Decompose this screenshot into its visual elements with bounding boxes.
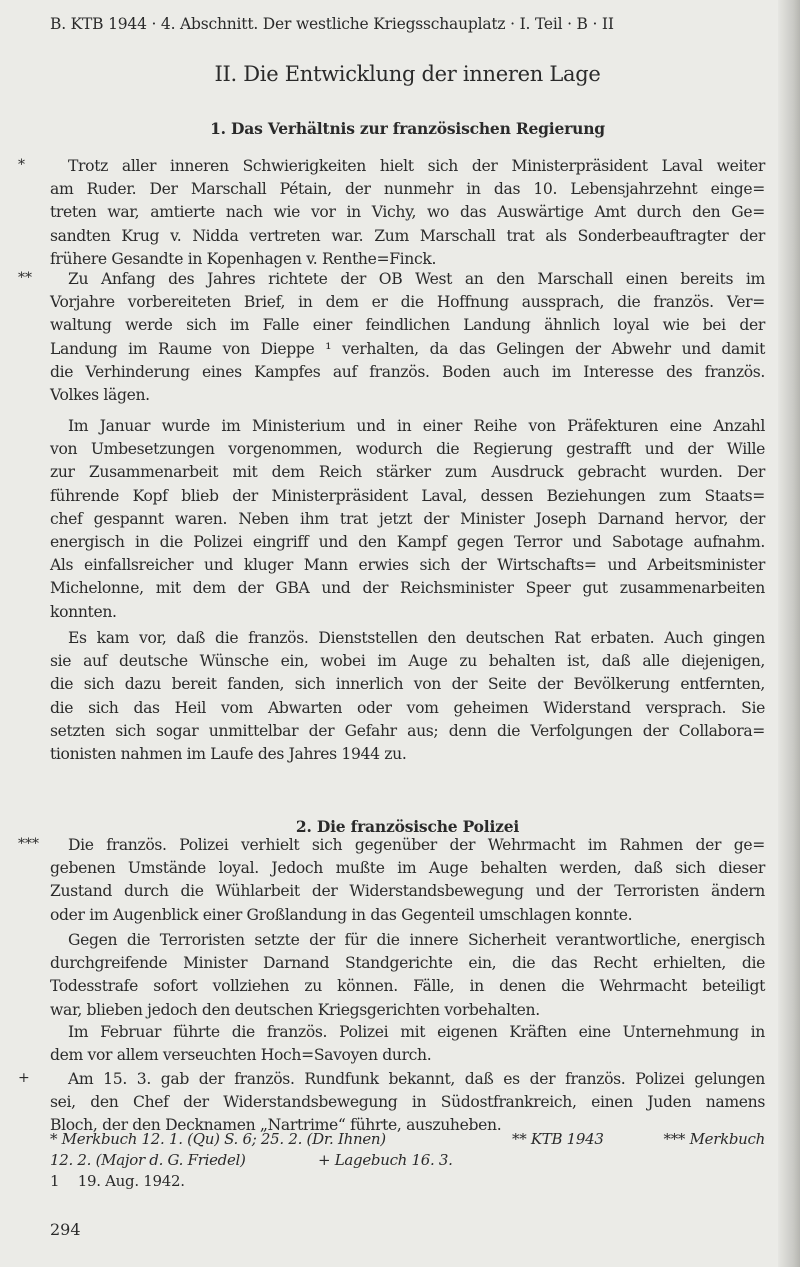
text-line: zur Zusammenarbeit mit dem Reich stärker zum Ausdruck gebracht wurden. Der	[50, 463, 765, 482]
text-line: führende Kopf blieb der Ministerpräsident Laval, dessen Beziehungen zum Staats=	[50, 486, 765, 505]
text-line: Zu Anfang des Jahres richtete der OB West an den Marschall einen bereits im	[68, 270, 765, 288]
text-line: die sich dazu bereit fanden, sich innerlich von der Seite der Bevölkerung entfernten,	[50, 675, 765, 694]
text-line: sei, den Chef der Widerstandsbewegung in Südostfrankreich, einen Juden namens	[50, 1093, 765, 1112]
chapter-title: II. Die Entwicklung der inneren Lage	[214, 62, 601, 86]
text-line: Vorjahre vorbereiteten Brief, in dem er die Hoffnung aussprach, die französ. Ver=	[50, 293, 765, 312]
text-line: die Verhinderung eines Kampfes auf französ. Boden auch im Interesse des französ.	[50, 362, 765, 381]
text-line: Bloch, der den Decknamen „Nartrime“ führte, auszuheben.	[50, 1116, 502, 1135]
text-line: Gegen die Terroristen setzte der für die innere Sicherheit verantwortliche, energisch	[68, 931, 765, 949]
text-line: Am 15. 3. gab der französ. Rundfunk bekannt, daß es der französ. Polizei gelungen	[68, 1070, 765, 1088]
text-line: Als einfallsreicher und kluger Mann erwies sich der Wirtschafts= und Arbeitsminister	[50, 556, 765, 575]
text-line: energisch in die Polizei eingriff und den Kampf gegen Terror und Sabotage aufnahm.	[50, 532, 765, 551]
footnote-line-1	[50, 1129, 765, 1149]
paragraph	[18, 155, 765, 271]
paragraph	[18, 268, 765, 407]
footnote-1: 19. Aug. 1942.	[77, 1172, 185, 1190]
text-line: sandten Krug v. Nidda vertreten war. Zum Marschall trat als Sonderbeauftragter der	[50, 226, 765, 245]
text-line: setzten sich sogar unmittelbar der Gefahr aus; denn die Verfolgungen der Collabora=	[50, 721, 765, 740]
text-line: sie auf deutsche Wünsche ein, wobei im Auge zu behalten ist, daß alle diejenigen,	[50, 652, 765, 671]
footnote-line-2	[50, 1150, 765, 1170]
text-line: frühere Gesandte in Kopenhagen v. Renthe=Finck.	[50, 249, 437, 268]
page-edge-shadow	[778, 0, 800, 1267]
text-line: von Umbesetzungen vorgenommen, wodurch die Regierung gestrafft und der Wille	[50, 440, 765, 459]
text-line: Im Februar führte die französ. Polizei mit eigenen Kräften eine Unternehmung in	[68, 1023, 765, 1041]
paragraph	[18, 834, 765, 927]
paragraph	[50, 415, 765, 624]
text-line: die sich das Heil vom Abwarten oder vom geheimen Widerstand versprach. Sie	[50, 698, 765, 717]
paragraph	[50, 929, 765, 1022]
page-number: 294	[50, 1220, 81, 1239]
text-line: Die französ. Polizei verhielt sich gegenüber der Wehrmacht im Rahmen der ge=	[68, 836, 765, 854]
text-line: durchgreifende Minister Darnand Standgerichte ein, die das Recht erhielten, die	[50, 954, 765, 973]
text-line: oder im Augenblick einer Großlandung in das Gegenteil umschlagen konnte.	[50, 905, 633, 924]
footnote-a-cont: 12. 2. (Major d. G. Friedel)	[50, 1151, 246, 1169]
text-line: Im Januar wurde im Ministerium und in einer Reihe von Präfekturen eine Anzahl	[68, 417, 765, 435]
footnote-number: 1	[50, 1172, 60, 1190]
text-line: treten war, amtierte nach wie vor in Vichy, wo das Auswärtige Amt durch den Ge=	[50, 203, 765, 222]
text-line: Landung im Raume von Dieppe ¹ verhalten, da das Gelingen der Abwehr und damit	[50, 339, 765, 358]
text-line: Es kam vor, daß die französ. Dienststellen den deutschen Rat erbaten. Auch gingen	[68, 629, 765, 647]
text-line: waltung werde sich im Falle einer feindlichen Landung ähnlich loyal wie bei der	[50, 316, 765, 335]
footnote-c: *** Merkbuch	[663, 1130, 765, 1148]
text-line: war, blieben jedoch den deutschen Kriegsgerichten vorbehalten.	[50, 1000, 540, 1019]
paragraph	[50, 1021, 765, 1067]
footnote-marker: ***	[18, 836, 39, 852]
footnote-a: * Merkbuch 12. 1. (Qu) S. 6; 25. 2. (Dr. Ihnen)	[50, 1130, 386, 1148]
section-heading-2: 2. Die französische Polizei	[295, 817, 520, 836]
running-header: B. KTB 1944 · 4. Abschnitt. Der westliche Kriegsschauplatz · I. Teil · B · II	[50, 15, 614, 33]
text-line: Michelonne, mit dem der GBA und der Reichsminister Speer gut zusammenarbeiten	[50, 579, 765, 598]
text-line: konnten.	[50, 602, 117, 621]
footnote-b: ** KTB 1943	[512, 1130, 604, 1148]
text-line: dem vor allem verseuchten Hoch=Savoyen durch.	[50, 1046, 432, 1065]
text-line: chef gespannt waren. Neben ihm trat jetzt der Minister Joseph Darnand hervor, der	[50, 509, 765, 528]
text-line: Todesstrafe sofort vollziehen zu können. Fälle, in denen die Wehrmacht beteiligt	[50, 977, 765, 996]
text-line: Trotz aller inneren Schwierigkeiten hielt sich der Ministerpräsident Laval weiter	[68, 157, 765, 175]
footnote-marker: +	[18, 1070, 30, 1086]
text-line: Volkes lägen.	[50, 385, 150, 404]
footnote-marker: *	[18, 157, 25, 173]
footnote-plus: + Lagebuch 16. 3.	[318, 1151, 453, 1169]
paragraph	[18, 1068, 765, 1138]
text-line: tionisten nahmen im Laufe des Jahres 1944 zu.	[50, 744, 407, 763]
text-line: gebenen Umstände loyal. Jedoch mußte im Auge behalten werden, daß sich dieser	[50, 859, 765, 878]
text-line: am Ruder. Der Marschall Pétain, der nunmehr in das 10. Lebensjahrzehnt einge=	[50, 180, 765, 199]
footnote-marker: **	[18, 270, 32, 286]
footnote-line-3	[50, 1171, 765, 1191]
text-line: Zustand durch die Wühlarbeit der Widerstandsbewegung und der Terroristen ändern	[50, 882, 765, 901]
section-heading-1: 1. Das Verhältnis zur französischen Regierung	[210, 119, 605, 138]
paragraph	[50, 627, 765, 766]
